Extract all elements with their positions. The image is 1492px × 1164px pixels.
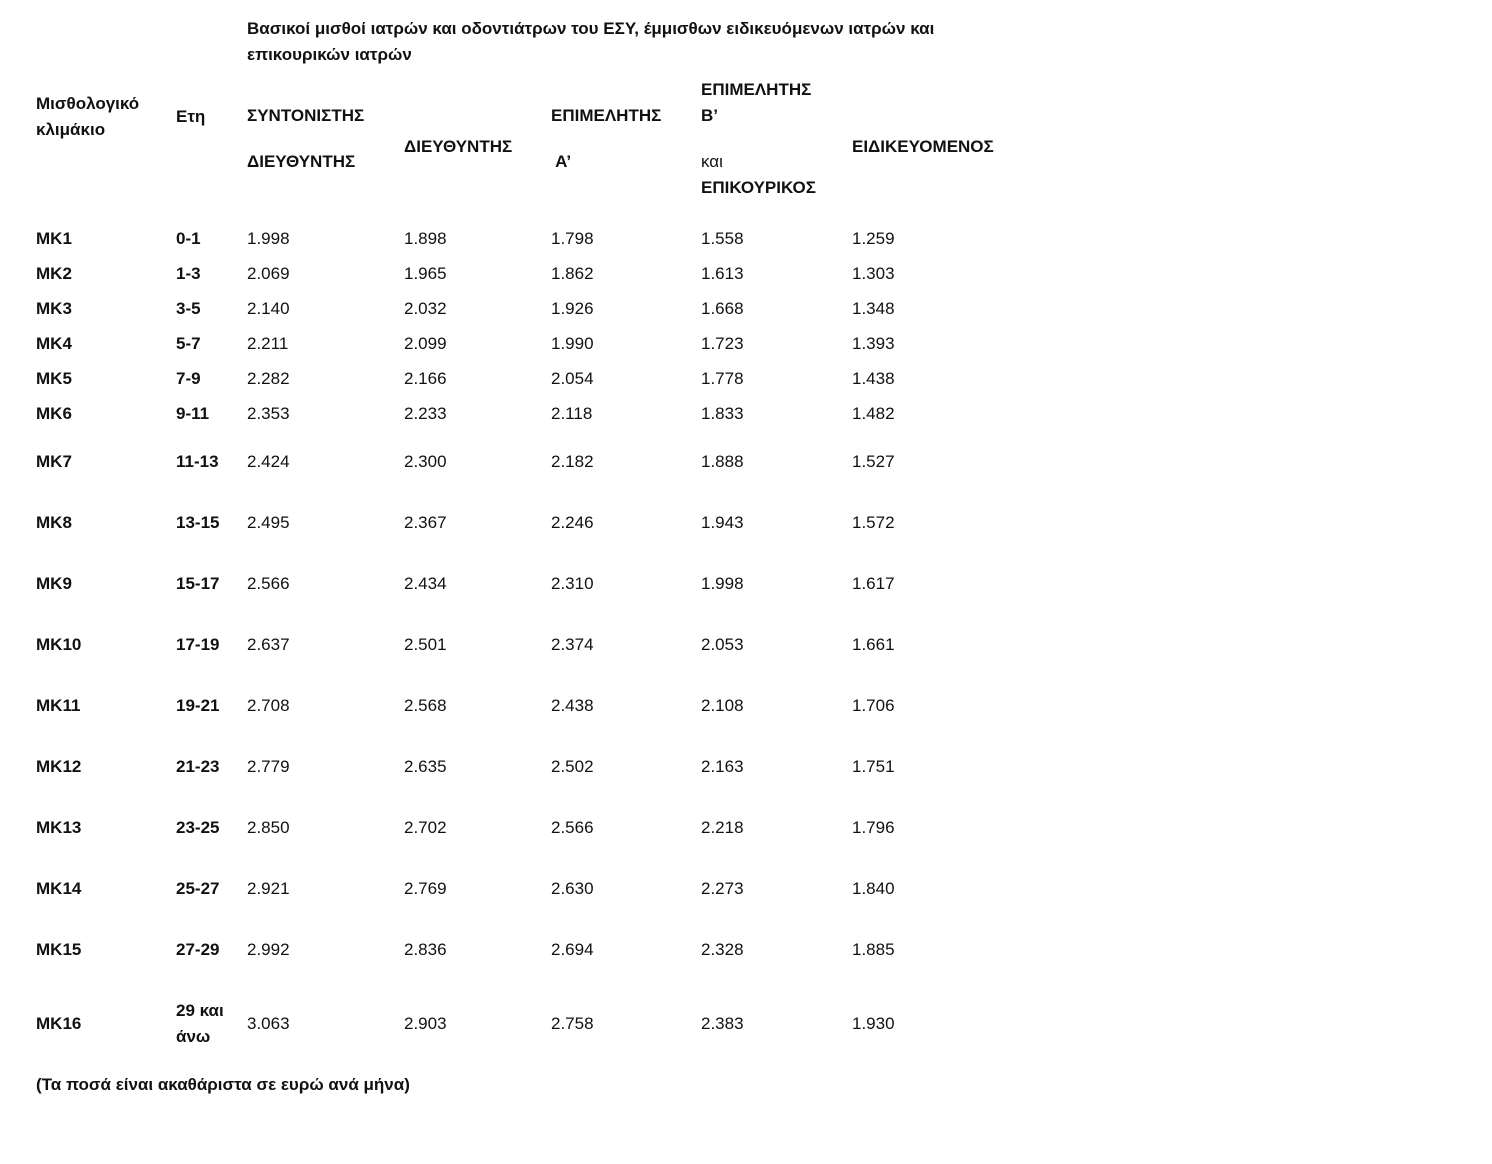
curator-b-salary-cell: 1.558 <box>701 228 744 248</box>
resident-salary-cell: 1.393 <box>852 333 895 353</box>
table-row <box>36 291 1012 326</box>
header-curator-a <box>551 103 661 175</box>
table-row <box>36 361 1012 396</box>
curator-b-salary-cell: 2.053 <box>701 634 744 654</box>
table-row <box>36 256 1012 291</box>
table-row <box>36 614 1012 675</box>
curator-b-salary-cell: 2.328 <box>701 939 744 959</box>
curator-a-salary-cell: 1.926 <box>551 298 594 318</box>
coordinator-director-salary-cell: 2.069 <box>247 263 290 283</box>
curator-b-salary-cell: 1.723 <box>701 333 744 353</box>
table-row <box>36 326 1012 361</box>
director-salary-cell: 2.300 <box>404 451 447 471</box>
coordinator-director-salary-cell: 2.140 <box>247 298 290 318</box>
salary-scale-cell: MK15 <box>36 939 82 959</box>
curator-a-salary-cell: 2.246 <box>551 512 594 532</box>
curator-a-salary-cell: 2.118 <box>551 403 593 423</box>
header-coordinator-director <box>247 103 364 175</box>
resident-salary-cell: 1.259 <box>852 228 895 248</box>
table-row <box>36 919 1012 980</box>
curator-a-salary-cell: 2.310 <box>551 573 594 593</box>
resident-salary-cell: 1.885 <box>852 939 895 959</box>
table-row <box>36 736 1012 797</box>
coordinator-director-salary-cell: 3.063 <box>247 1013 290 1033</box>
coordinator-director-salary-cell: 2.921 <box>247 878 290 898</box>
director-salary-cell: 2.233 <box>404 403 447 423</box>
curator-a-salary-cell: 1.862 <box>551 263 594 283</box>
curator-a-salary-cell: 2.630 <box>551 878 594 898</box>
resident-salary-cell: 1.706 <box>852 695 895 715</box>
table-row <box>36 396 1012 431</box>
salary-scale-cell: MK16 <box>36 1013 82 1033</box>
director-salary-cell: 2.903 <box>404 1013 447 1033</box>
years-cell: 3-5 <box>176 298 201 318</box>
header-salary-scale <box>36 91 139 143</box>
coordinator-director-salary-cell: 2.637 <box>247 634 290 654</box>
curator-a-salary-cell: 1.990 <box>551 333 594 353</box>
coordinator-director-salary-cell: 2.211 <box>247 333 289 353</box>
header-resident: ΕΙΔΙΚΕΥΟΜΕΝΟΣ <box>852 137 994 156</box>
resident-salary-cell: 1.661 <box>852 634 895 654</box>
header-coordinator-line2: ΔΙΕΥΘΥΝΤΗΣ <box>247 152 356 171</box>
salary-scale-cell: MK9 <box>36 573 72 593</box>
resident-salary-cell: 1.617 <box>852 573 895 593</box>
table-row <box>36 797 1012 858</box>
salary-scale-cell: MK7 <box>36 451 72 471</box>
resident-salary-cell: 1.840 <box>852 878 895 898</box>
years-cell: 9-11 <box>176 403 210 423</box>
resident-salary-cell: 1.438 <box>852 368 895 388</box>
curator-a-salary-cell: 2.182 <box>551 451 594 471</box>
director-salary-cell: 2.836 <box>404 939 447 959</box>
table-row <box>36 980 1012 1067</box>
table-title: Βασικοί μισθοί ιατρών και οδοντιάτρων του ΕΣΥ, έμμισθων ειδικευόμενων ιατρών και επικουρικών ιατρών <box>247 19 935 64</box>
curator-b-salary-cell: 1.998 <box>701 573 744 593</box>
curator-a-salary-cell: 1.798 <box>551 228 594 248</box>
curator-b-salary-cell: 1.778 <box>701 368 744 388</box>
years-cell: 0-1 <box>176 228 201 248</box>
salary-scale-cell: MK12 <box>36 756 82 776</box>
resident-salary-cell: 1.303 <box>852 263 895 283</box>
coordinator-director-salary-cell: 1.998 <box>247 228 290 248</box>
curator-b-salary-cell: 2.163 <box>701 756 744 776</box>
director-salary-cell: 2.501 <box>404 634 447 654</box>
salary-scale-cell: MK1 <box>36 228 72 248</box>
curator-b-salary-cell: 1.613 <box>701 263 744 283</box>
director-salary-cell: 2.166 <box>404 368 447 388</box>
curator-b-salary-cell: 1.888 <box>701 451 744 471</box>
director-salary-cell: 2.702 <box>404 817 447 837</box>
header-director: ΔΙΕΥΘΥΝΤΗΣ <box>404 137 513 156</box>
resident-salary-cell: 1.527 <box>852 451 895 471</box>
coordinator-director-salary-cell: 2.850 <box>247 817 290 837</box>
resident-salary-cell: 1.482 <box>852 403 895 423</box>
salary-scale-cell: MK10 <box>36 634 82 654</box>
curator-b-salary-cell: 2.218 <box>701 817 744 837</box>
years-cell: 17-19 <box>176 634 220 654</box>
salary-scale-cell: MK6 <box>36 403 72 423</box>
salary-table-body <box>36 221 1012 1067</box>
coordinator-director-salary-cell: 2.708 <box>247 695 290 715</box>
resident-salary-cell: 1.930 <box>852 1013 895 1033</box>
coordinator-director-salary-cell: 2.353 <box>247 403 290 423</box>
salary-scale-cell: MK11 <box>36 695 81 715</box>
resident-salary-cell: 1.796 <box>852 817 895 837</box>
header-salary-scale-line1: Μισθολογικό <box>36 94 140 113</box>
salary-scale-cell: MK13 <box>36 817 82 837</box>
salary-scale-cell: MK14 <box>36 878 82 898</box>
curator-a-salary-cell: 2.566 <box>551 817 594 837</box>
years-cell: 25-27 <box>176 878 220 898</box>
header-curator-a-line1: ΕΠΙΜΕΛΗΤΗΣ <box>551 106 662 125</box>
curator-a-salary-cell: 2.374 <box>551 634 594 654</box>
salary-scale-cell: MK5 <box>36 368 72 388</box>
years-cell: 29 και άνω <box>176 1000 224 1046</box>
years-cell: 5-7 <box>176 333 201 353</box>
director-salary-cell: 2.099 <box>404 333 447 353</box>
salary-scale-cell: MK8 <box>36 512 72 532</box>
curator-a-salary-cell: 2.694 <box>551 939 594 959</box>
curator-b-salary-cell: 1.833 <box>701 403 744 423</box>
director-salary-cell: 2.434 <box>404 573 447 593</box>
header-curator-a-line2: Α’ <box>551 152 572 171</box>
curator-a-salary-cell: 2.502 <box>551 756 594 776</box>
years-cell: 19-21 <box>176 695 220 715</box>
coordinator-director-salary-cell: 2.495 <box>247 512 290 532</box>
table-row <box>36 221 1012 256</box>
years-cell: 7-9 <box>176 368 201 388</box>
table-row <box>36 431 1012 492</box>
coordinator-director-salary-cell: 2.424 <box>247 451 290 471</box>
director-salary-cell: 2.032 <box>404 298 447 318</box>
coordinator-director-salary-cell: 2.779 <box>247 756 290 776</box>
curator-b-salary-cell: 2.273 <box>701 878 744 898</box>
director-salary-cell: 1.898 <box>404 228 447 248</box>
resident-salary-cell: 1.751 <box>852 756 895 776</box>
table-row <box>36 675 1012 736</box>
table-row <box>36 492 1012 553</box>
years-cell: 27-29 <box>176 939 220 959</box>
years-cell: 21-23 <box>176 756 220 776</box>
years-cell: 11-13 <box>176 451 219 471</box>
header-years: Ετη <box>176 107 206 126</box>
years-cell: 1-3 <box>176 263 201 283</box>
table-row <box>36 553 1012 614</box>
director-salary-cell: 2.568 <box>404 695 447 715</box>
years-cell: 15-17 <box>176 573 220 593</box>
curator-b-salary-cell: 2.383 <box>701 1013 744 1033</box>
salary-scale-cell: MK3 <box>36 298 72 318</box>
curator-a-salary-cell: 2.438 <box>551 695 594 715</box>
salary-table <box>36 221 1012 1067</box>
director-salary-cell: 2.769 <box>404 878 447 898</box>
curator-b-salary-cell: 2.108 <box>701 695 744 715</box>
amounts-note: (Τα ποσά είναι ακαθάριστα σε ευρώ ανά μήνα) <box>36 1075 410 1094</box>
curator-a-salary-cell: 2.758 <box>551 1013 594 1033</box>
coordinator-director-salary-cell: 2.282 <box>247 368 290 388</box>
curator-b-salary-cell: 1.943 <box>701 512 744 532</box>
coordinator-director-salary-cell: 2.566 <box>247 573 290 593</box>
director-salary-cell: 2.367 <box>404 512 447 532</box>
salary-scale-cell: MK4 <box>36 333 72 353</box>
curator-a-salary-cell: 2.054 <box>551 368 594 388</box>
coordinator-director-salary-cell: 2.992 <box>247 939 290 959</box>
header-curator-b-line3: και <box>701 152 723 171</box>
header-coordinator-line1: ΣΥΝΤΟΝΙΣΤΗΣ <box>247 106 365 125</box>
curator-b-salary-cell: 1.668 <box>701 298 744 318</box>
years-cell: 23-25 <box>176 817 220 837</box>
header-curator-b-line2: Β’ <box>701 106 718 125</box>
resident-salary-cell: 1.572 <box>852 512 895 532</box>
header-curator-b-auxiliary <box>701 77 816 201</box>
header-curator-b-line4: ΕΠΙΚΟΥΡΙΚΟΣ <box>701 178 816 197</box>
header-curator-b-line1: ΕΠΙΜΕΛΗΤΗΣ <box>701 80 812 99</box>
years-cell: 13-15 <box>176 512 220 532</box>
director-salary-cell: 1.965 <box>404 263 447 283</box>
salary-scale-cell: MK2 <box>36 263 72 283</box>
director-salary-cell: 2.635 <box>404 756 447 776</box>
resident-salary-cell: 1.348 <box>852 298 895 318</box>
header-salary-scale-line2: κλιμάκιο <box>36 120 106 139</box>
table-row <box>36 858 1012 919</box>
